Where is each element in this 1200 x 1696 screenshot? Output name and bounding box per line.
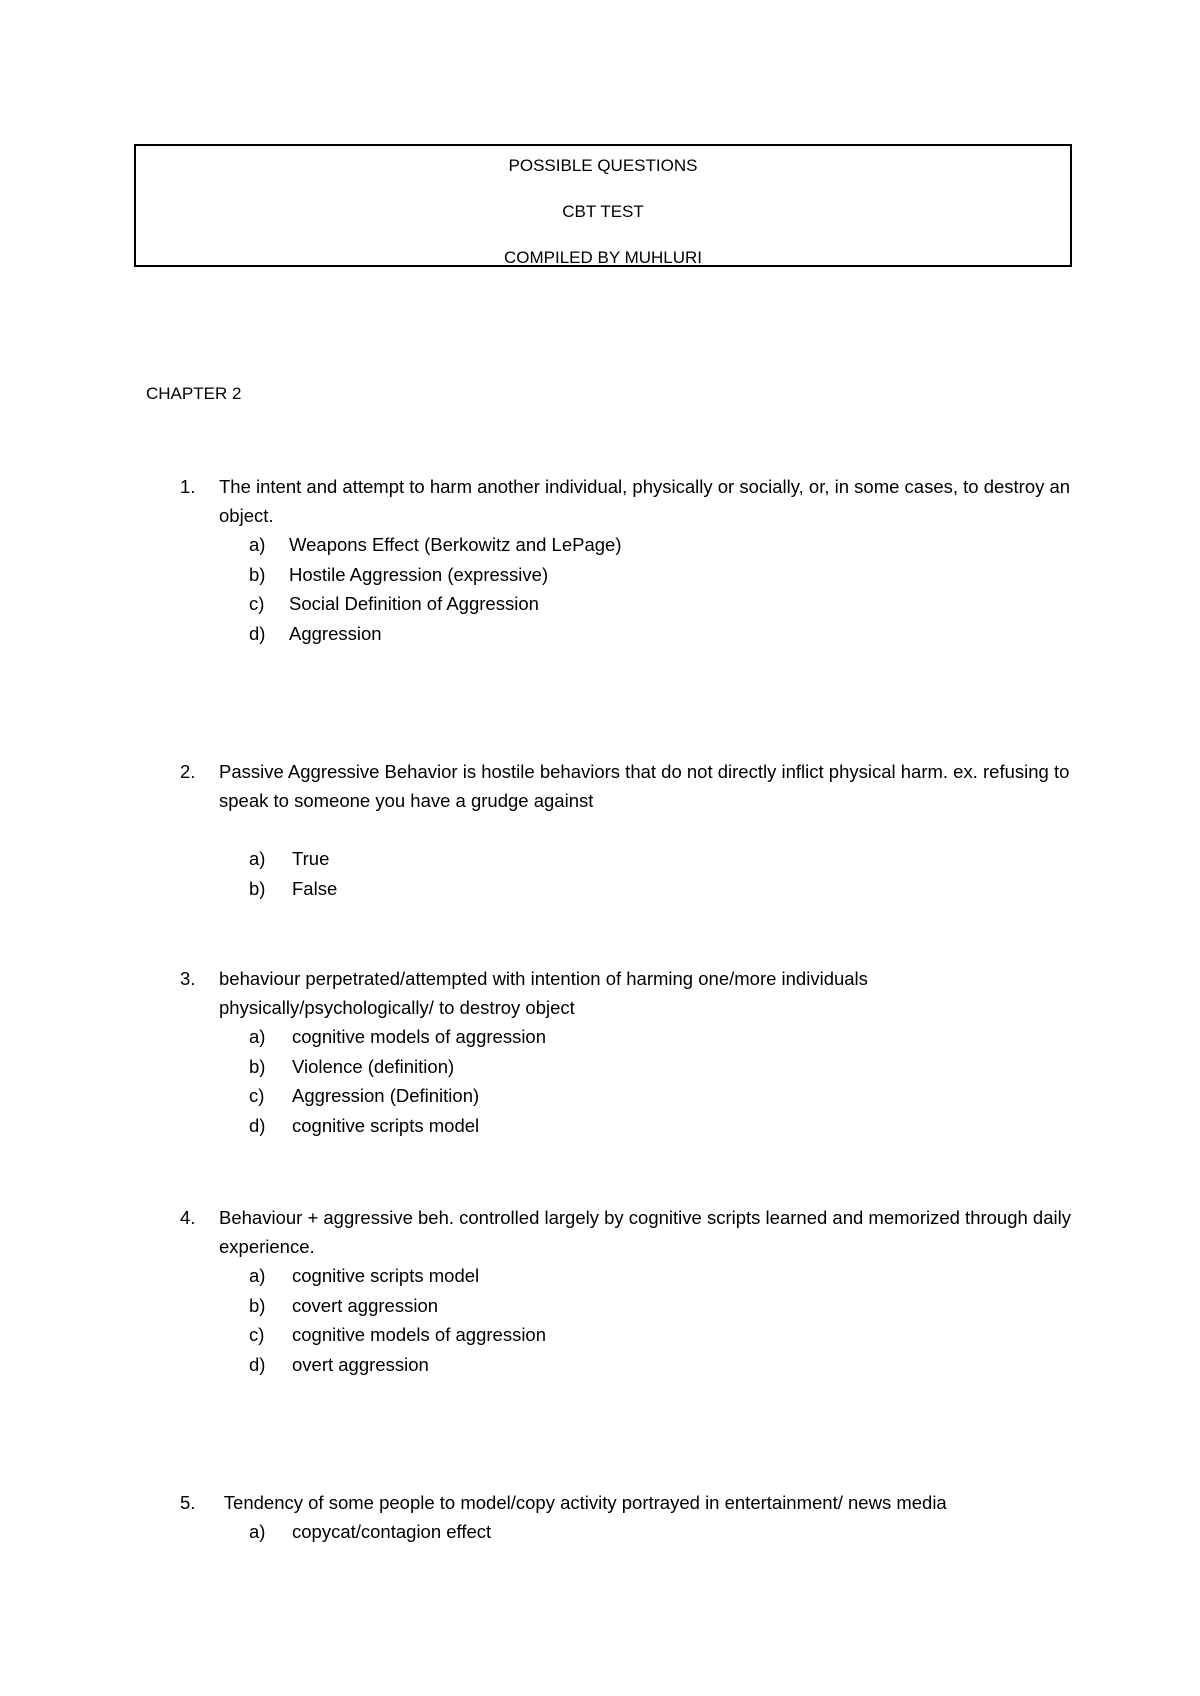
option-text: covert aggression — [292, 1294, 439, 1316]
question-text: Passive Aggressive Behavior is hostile behaviors that do not directly inflict physical harm. ex. refusing to speak to someone you have a grudge against — [219, 761, 1070, 811]
question-text: behaviour perpetrated/attempted with intention of harming one/more individuals physically/psychologically/ to destroy object — [219, 968, 868, 1018]
option-list — [249, 1022, 1080, 1140]
option-text: Weapons Effect (Berkowitz and LePage) — [289, 534, 622, 555]
option-item — [249, 530, 1080, 560]
option-item — [249, 1081, 1080, 1111]
option-letter: c) — [249, 1085, 265, 1106]
option-item — [249, 874, 1080, 904]
question-5 — [180, 1488, 1080, 1547]
option-item — [249, 844, 1080, 874]
question-2 — [180, 757, 1080, 903]
option-text: overt aggression — [292, 1353, 429, 1375]
option-text: Social Definition of Aggression — [289, 593, 539, 614]
option-letter: a) — [249, 534, 266, 555]
option-item — [249, 1320, 1080, 1350]
option-letter: a) — [249, 848, 266, 869]
option-letter: d) — [249, 622, 266, 644]
option-text: True — [292, 848, 330, 869]
option-text: cognitive scripts model — [292, 1114, 480, 1136]
option-list — [249, 1261, 1080, 1379]
option-letter: b) — [249, 1294, 266, 1316]
header-subtitle: CBT TEST — [562, 202, 644, 221]
option-letter: a) — [249, 1265, 266, 1286]
question-number: 2. — [180, 761, 196, 782]
question-number: 4. — [180, 1207, 196, 1228]
question-4 — [180, 1203, 1080, 1379]
option-text: cognitive scripts model — [292, 1265, 480, 1286]
option-letter: a) — [249, 1521, 266, 1542]
option-letter: d) — [249, 1114, 266, 1136]
option-letter: c) — [249, 593, 265, 614]
option-list — [249, 844, 1080, 903]
option-letter: a) — [249, 1026, 266, 1047]
question-text: Tendency of some people to model/copy activity portrayed in entertainment/ news media — [219, 1492, 947, 1513]
option-letter: b) — [249, 877, 266, 899]
question-number: 1. — [180, 476, 196, 497]
option-item — [249, 560, 1080, 590]
option-item — [249, 1261, 1080, 1291]
option-item — [249, 1052, 1080, 1082]
header-title: POSSIBLE QUESTIONS — [508, 156, 698, 175]
option-text: False — [292, 877, 338, 899]
option-text: Violence (definition) — [292, 1055, 455, 1077]
option-item — [249, 1022, 1080, 1052]
option-item — [249, 1350, 1080, 1380]
option-letter: b) — [249, 563, 266, 585]
option-text: cognitive models of aggression — [292, 1026, 547, 1047]
option-list — [249, 1517, 1080, 1547]
option-letter: b) — [249, 1055, 266, 1077]
option-item — [249, 589, 1080, 619]
header-compiler: COMPILED BY MUHLURI — [503, 248, 703, 267]
option-list — [249, 530, 1080, 648]
option-item — [249, 619, 1080, 649]
option-text: copycat/contagion effect — [292, 1521, 492, 1542]
option-text: cognitive models of aggression — [292, 1324, 547, 1345]
header-box — [134, 144, 1072, 267]
question-text: The intent and attempt to harm another individual, physically or socially, or, in some cases, to destroy an object. — [219, 476, 1071, 526]
question-number: 3. — [180, 968, 196, 989]
option-letter: c) — [249, 1324, 265, 1345]
question-text: Behaviour + aggressive beh. controlled largely by cognitive scripts learned and memorized through daily experience. — [219, 1207, 1071, 1257]
option-item — [249, 1291, 1080, 1321]
question-number: 5. — [180, 1492, 196, 1513]
option-item — [249, 1111, 1080, 1141]
option-item — [249, 1517, 1080, 1547]
question-3 — [180, 964, 1080, 1140]
option-text: Aggression (Definition) — [292, 1085, 480, 1106]
question-1 — [180, 472, 1080, 648]
option-text: Hostile Aggression (expressive) — [289, 563, 549, 585]
option-text: Aggression — [289, 622, 382, 644]
chapter-heading: CHAPTER 2 — [146, 384, 242, 403]
option-letter: d) — [249, 1353, 266, 1375]
